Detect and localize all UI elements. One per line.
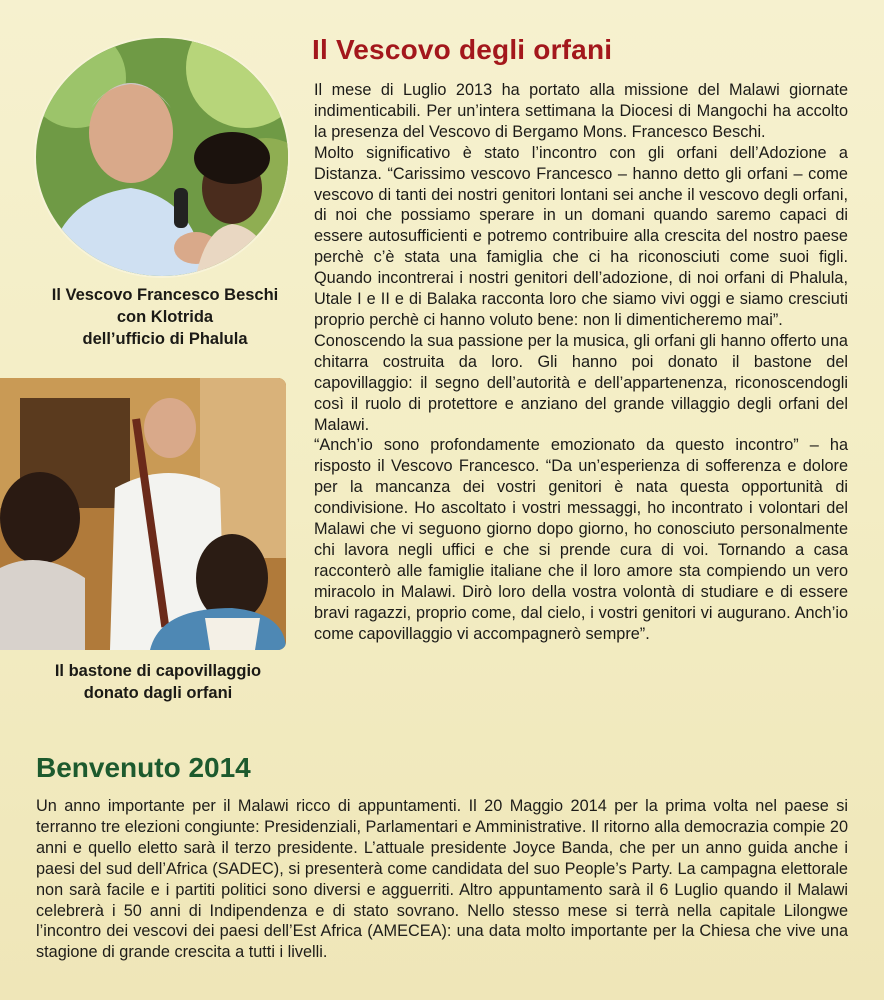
caption-line: con Klotrida	[116, 308, 214, 326]
caption-line: Il bastone di capovillaggio	[54, 662, 262, 680]
photo-illustration	[36, 38, 288, 276]
photo-bishop-with-orphans	[0, 378, 286, 650]
article-paragraph: Il mese di Luglio 2013 ha portato alla missione del Malawi giornate indimenticabili. Per un’intera settimana la Diocesi di Mangochi ha accolto la presenza del Vescovo di Bergamo Mons. Francesco Beschi.	[314, 81, 848, 141]
article-title: Il Vescovo degli orfani	[312, 34, 613, 65]
photo-illustration	[0, 378, 286, 650]
caption-line: dell’ufficio di Phalula	[82, 330, 248, 348]
photo2-caption	[8, 660, 308, 704]
section-body: Un anno importante per il Malawi ricco di appuntamenti. Il 20 Maggio 2014 per la prima volta nel paese si terranno tre elezioni congiunte: Presidenziali, Parlamentari e Amministrative. Il ritorno alla democrazia compie 20 anni e quello eletto sarà il terzo presidente. L’attuale presidente Joyce Banda, che per un anno guida anche i paesi del sud dell’Africa (SADEC), si presenterà come candidata del suo People’s Party. La campagna elettorale non sarà facile e i partiti politici sono diversi e agguerriti. Altro appuntamento sarà il 6 Luglio quando il Malawi celebrerà i 50 anni di Indipendenza e di stato sovrano. Nello stesso mese si terrà nella capitale Lilongwe l’incontro dei vescovi dei paesi dell’Est Africa (AMECEA): una data molto importante per la Chiesa che vive una stagione di grande crescita a tutti i livelli.	[36, 797, 848, 962]
article-body	[314, 80, 848, 644]
section-title: Benvenuto 2014	[36, 752, 251, 783]
article-paragraph: Conoscendo la sua passione per la musica, gli orfani gli hanno offerto una chitarra costruita da loro. Gli hanno poi donato il bastone del capovillaggio: il segno dell’autorità e dell’appartenenza, riconoscendogli così il ruolo di protettore e anziano del grande villaggio degli orfani del Malawi.	[314, 331, 848, 434]
article-paragraph: “Anch’io sono profondamente emozionato da questo incontro” – ha risposto il Vescovo Francesco. “Da un’esperienza di sofferenza e dolore per la mancanza dei vostri genitori è nata questa opportunità di condivisione. Ho ascoltato i vostri messaggi, ho incontrato i volontari del Malawi che vi seguono giorno dopo giorno, ho conosciuto personalmente chi lavora negli uffici e che si prende cura di voi. Tornando a casa racconterò alle famiglie italiane che il loro amore sta compiendo un vero miracolo in Malawi. Dirò loro della vostra volontà di studiare e di essere bravi ragazzi, proprio come, dal cielo, i vostri genitori vi augurano. Anch’io come capovillaggio vi accompagnerò sempre”.	[314, 436, 848, 643]
caption-line: donato dagli orfani	[83, 684, 233, 702]
caption-line: Il Vescovo Francesco Beschi	[51, 286, 279, 304]
article-paragraph: Molto significativo è stato l’incontro con gli orfani dell’Adozione a Distanza. “Carissimo vescovo Francesco – hanno detto gli orfani – come vescovo di tanti dei nostri genitori lontani sei anche il vescovo degli orfani, di noi che possiamo sperare in un domani quando saremo capaci di essere autosufficienti e potremo contribuire alla crescita del nostro paese perchè c’è stata una famiglia che ci ha riconosciuti come suoi figli. Quando incontrerai i nostri genitori dell’adozione, di noi orfani di Phalula, Utale I e II e di Balaka racconta loro che siamo vivi oggi e siamo cresciuti proprio perchè ci hanno voluto bene: non li dimenticheremo mai”.	[314, 143, 848, 329]
photo1-caption	[20, 284, 310, 350]
photo-bishop-with-klotrida	[34, 36, 290, 278]
